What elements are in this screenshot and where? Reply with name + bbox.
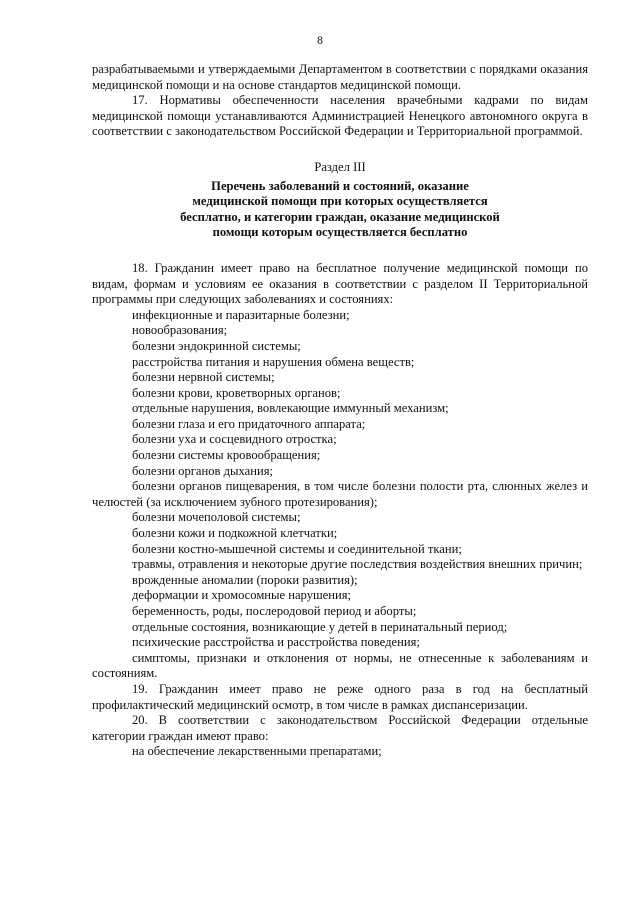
list-item: болезни крови, кроветворных органов; (132, 385, 341, 400)
list-item: травмы, отравления и некоторые другие последствия воздействия внешних причин; (132, 557, 583, 572)
list-item: на обеспечение лекарственными препаратами; (132, 744, 382, 759)
list-item: болезни костно-мышечной системы и соединительной ткани; (132, 541, 462, 556)
list-item: симптомы, признаки и отклонения от нормы, не отнесенные к заболеваниям и состояниям. (92, 650, 588, 681)
list-item: врожденные аномалии (пороки развития); (132, 572, 358, 587)
list-item: расстройства питания и нарушения обмена веществ; (132, 354, 415, 369)
list-item: отдельные нарушения, вовлекающие иммунный механизм; (132, 401, 449, 416)
list-item: отдельные состояния, возникающие у детей в перинатальный период; (132, 619, 508, 634)
paragraph-17: 17. Нормативы обеспеченности населения врачебными кадрами по видам медицинской помощи устанавливаются Администрацией Ненецкого автономного округа в соответствии с законодательством Российской Федерации и Территориальной программой. (92, 93, 588, 139)
intro-paragraph-continuation: разрабатываемыми и утверждаемыми Департаментом в соответствии с порядками оказания медицинской помощи и на основе стандартов медицинской помощи. (92, 62, 588, 92)
list-item: болезни уха и сосцевидного отростка; (132, 432, 337, 447)
list-item: болезни эндокринной системы; (132, 338, 301, 353)
list-item: инфекционные и паразитарные болезни; (132, 307, 350, 322)
list-item: новообразования; (132, 323, 228, 338)
list-item: болезни нервной системы; (132, 370, 275, 385)
section-heading (92, 160, 588, 241)
section-label: Раздел III (314, 159, 366, 174)
list-item: болезни кожи и подкожной клетчатки; (132, 526, 338, 541)
list-item: болезни системы кровообращения; (132, 448, 321, 463)
rights-list (92, 744, 588, 760)
list-item: болезни мочеполовой системы; (132, 510, 301, 525)
paragraph-19: 19. Гражданин имеет право не реже одного раза в год на бесплатный профилактический медицинский осмотр, в том числе в рамках диспансеризации. (92, 681, 588, 712)
paragraph-18: 18. Гражданин имеет право на бесплатное получение медицинской помощи по видам, формам и условиям ее оказания в соответствии с разделом II Территориальной программы при следующих заболеваниях и состояниях: (92, 260, 588, 307)
page-number: 8 (317, 35, 323, 47)
list-item: болезни глаза и его придаточного аппарата; (132, 416, 366, 431)
section-title: Перечень заболеваний и состояний, оказание медицинской помощи при которых осуществляется бесплатно, и категории граждан, оказание медицинской помощи которым осуществляется бесплатно (180, 178, 500, 240)
paragraph-20: 20. В соответствии с законодательством Российской Федерации отдельные категории граждан имеют право: (92, 713, 588, 743)
list-item: психические расстройства и расстройства поведения; (132, 635, 420, 650)
list-item: деформации и хромосомные нарушения; (132, 588, 352, 603)
conditions-list (92, 308, 588, 682)
list-item: беременность, роды, послеродовой период и аборты; (132, 604, 417, 618)
list-item: болезни органов дыхания; (132, 463, 274, 478)
page-content (92, 62, 588, 760)
list-item: болезни органов пищеварения, в том числе болезни полости рта, слюнных желез и челюстей (за исключением зубного протезирования); (92, 479, 588, 509)
